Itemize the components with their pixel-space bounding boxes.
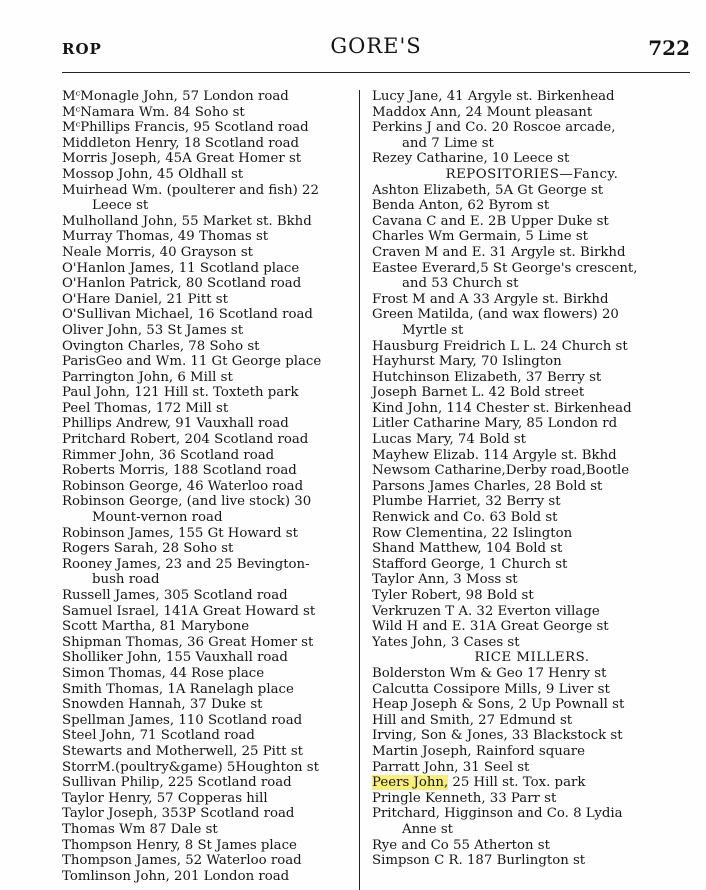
directory-entry: Steel John, 71 Scotland road xyxy=(62,728,255,744)
directory-entry: Heap Joseph & Sons, 2 Up Pownall st xyxy=(372,697,625,713)
highlighted-name: Peers John, xyxy=(372,775,449,791)
directory-entry: Mulholland John, 55 Market st. Bkhd xyxy=(62,213,312,229)
directory-entry: MᶜNamara Wm. 84 Soho st xyxy=(62,104,245,120)
directory-entry: Wild H and E. 31A Great George st xyxy=(372,619,609,635)
page-title: GORE'S xyxy=(330,34,422,58)
entry-continuation: and 53 Church st xyxy=(402,276,519,292)
directory-entry: Hutchinson Elizabeth, 37 Berry st xyxy=(372,369,602,385)
directory-entry: Muirhead Wm. (poulterer and fish) 22 xyxy=(62,182,319,198)
directory-entry: Eastee Everard,5 St George's crescent, xyxy=(372,260,638,276)
directory-entry: Stafford George, 1 Church st xyxy=(372,556,568,572)
directory-entry: Hayhurst Mary, 70 Islington xyxy=(372,354,562,370)
header-rule xyxy=(62,72,690,73)
directory-entry: Sullivan Philip, 225 Scotland road xyxy=(62,775,292,791)
directory-entry: Parsons James Charles, 28 Bold st xyxy=(372,478,603,494)
directory-entry: Robinson George, (and live stock) 30 xyxy=(62,494,312,510)
directory-entry: Spellman James, 110 Scotland road xyxy=(62,712,303,728)
directory-entry: Rye and Co 55 Atherton st xyxy=(372,837,550,853)
directory-entry: Newsom Catharine,Derby road,Bootle xyxy=(372,463,630,479)
entry-continuation: Mount-vernon road xyxy=(92,510,223,526)
directory-entry: Cavana C and E. 2B Upper Duke st xyxy=(372,213,609,229)
directory-entry: Smith Thomas, 1A Ranelagh place xyxy=(62,681,294,697)
directory-entry: Shand Matthew, 104 Bold st xyxy=(372,541,563,557)
directory-entry: Maddox Ann, 24 Mount pleasant xyxy=(372,104,593,120)
directory-entry: Frost M and A 33 Argyle st. Birkhd xyxy=(372,291,609,307)
directory-entry: O'Hanlon James, 11 Scotland place xyxy=(62,260,300,276)
directory-entry: Martin Joseph, Rainford square xyxy=(372,743,585,759)
directory-entry: Taylor Joseph, 353P Scotland road xyxy=(62,806,295,822)
directory-entry: Stewarts and Motherwell, 25 Pitt st xyxy=(62,743,303,759)
directory-entry: Scott Martha, 81 Marybone xyxy=(62,619,250,635)
entry-continuation: and 7 Lime st xyxy=(402,135,494,151)
directory-entry: O'Hare Daniel, 21 Pitt st xyxy=(62,291,228,307)
directory-entry: Taylor Ann, 3 Moss st xyxy=(372,572,518,588)
directory-entry xyxy=(372,775,692,791)
directory-entry: Benda Anton, 62 Byrom st xyxy=(372,198,550,214)
running-head-left: ROP xyxy=(62,40,102,58)
directory-entry: MᶜPhillips Francis, 95 Scotland road xyxy=(62,120,309,136)
directory-entry: Tyler Robert, 98 Bold st xyxy=(372,588,534,603)
directory-entry: Craven M and E. 31 Argyle st. Birkhd xyxy=(372,244,626,260)
left-column xyxy=(62,89,354,884)
entry-address: 25 Hill st. Tox. park xyxy=(448,775,586,791)
directory-entry: Samuel Israel, 141A Great Howard st xyxy=(62,603,316,619)
directory-entry: Snowden Hannah, 37 Duke st xyxy=(62,697,263,713)
directory-entry: Middleton Henry, 18 Scotland road xyxy=(62,135,300,151)
page-header xyxy=(62,34,690,64)
directory-entry: Lucas Mary, 74 Bold st xyxy=(372,432,526,448)
directory-entry: ParisGeo and Wm. 11 Gt George place xyxy=(62,354,322,370)
directory-entry: Hill and Smith, 27 Edmund st xyxy=(372,712,573,728)
directory-entry: MᶜMonagle John, 57 London road xyxy=(62,89,289,104)
entry-continuation: Myrtle st xyxy=(402,322,464,338)
directory-entry: Rezey Catharine, 10 Leece st xyxy=(372,151,570,167)
directory-entry: Ovington Charles, 78 Soho st xyxy=(62,338,260,354)
directory-entry: Taylor Henry, 57 Copperas hill xyxy=(62,790,268,806)
right-column xyxy=(372,89,692,869)
directory-entry: Rogers Sarah, 28 Soho st xyxy=(62,541,234,557)
directory-entry: Row Clementina, 22 Islington xyxy=(372,525,573,541)
directory-entry: Plumbe Harriet, 32 Berry st xyxy=(372,494,561,510)
directory-entry: Yates John, 3 Cases st xyxy=(372,634,520,650)
directory-entry: Neale Morris, 40 Grayson st xyxy=(62,244,253,260)
section-heading: RICE MILLERS. xyxy=(474,650,590,666)
directory-entry: Mossop John, 45 Oldhall st xyxy=(62,166,244,182)
directory-entry: StorrM.(poultry&game) 5Houghton st xyxy=(62,759,319,775)
directory-entry: Thompson Henry, 8 St James place xyxy=(62,837,297,853)
directory-entry: Irving, Son & Jones, 33 Blackstock st xyxy=(372,728,623,744)
directory-entry: Mayhew Elizab. 114 Argyle st. Bkhd xyxy=(372,447,617,463)
page-number: 722 xyxy=(648,36,690,60)
directory-entry: Sholliker John, 155 Vauxhall road xyxy=(62,650,288,666)
directory-entry: Litler Catharine Mary, 85 London rd xyxy=(372,416,618,432)
directory-entry: Pringle Kenneth, 33 Parr st xyxy=(372,790,557,806)
directory-entry: Roberts Morris, 188 Scotland road xyxy=(62,463,297,479)
directory-entry: Oliver John, 53 St James st xyxy=(62,322,244,338)
directory-entry: Renwick and Co. 63 Bold st xyxy=(372,510,558,526)
directory-entry: Thomas Wm 87 Dale st xyxy=(62,821,218,837)
directory-entry: Shipman Thomas, 36 Great Homer st xyxy=(62,634,314,650)
directory-entry: Thompson James, 52 Waterloo road xyxy=(62,853,302,869)
directory-entry: O'Hanlon Patrick, 80 Scotland road xyxy=(62,276,302,292)
directory-entry: Simon Thomas, 44 Rose place xyxy=(62,665,265,681)
entry-continuation: Leece st xyxy=(92,198,149,214)
directory-entry: Ashton Elizabeth, 5A Gt George st xyxy=(372,182,604,198)
directory-entry: O'Sullivan Michael, 16 Scotland road xyxy=(62,307,313,323)
directory-entry: Rimmer John, 36 Scotland road xyxy=(62,447,275,463)
directory-entry: Perkins J and Co. 20 Roscoe arcade, xyxy=(372,120,616,136)
directory-entry: Hausburg Freidrich L L. 24 Church st xyxy=(372,338,628,354)
directory-entry: Murray Thomas, 49 Thomas st xyxy=(62,229,269,245)
directory-entry: Green Matilda, (and wax flowers) 20 xyxy=(372,307,619,323)
directory-entry: Paul John, 121 Hill st. Toxteth park xyxy=(62,385,299,401)
directory-entry: Pritchard, Higginson and Co. 8 Lydia xyxy=(372,806,623,822)
directory-entry: Tomlinson John, 201 London road xyxy=(62,868,290,884)
directory-entry: Robinson James, 155 Gt Howard st xyxy=(62,525,298,541)
directory-entry: Russell James, 305 Scotland road xyxy=(62,588,288,603)
directory-entry: Pritchard Robert, 204 Scotland road xyxy=(62,432,309,448)
column-divider xyxy=(359,90,360,890)
directory-entry: Joseph Barnet L. 42 Bold street xyxy=(372,385,585,401)
directory-entry: Peel Thomas, 172 Mill st xyxy=(62,400,229,416)
directory-entry: Verkruzen T A. 32 Everton village xyxy=(372,603,600,619)
directory-entry: Rooney James, 23 and 25 Bevington- xyxy=(62,556,310,572)
directory-entry: Parratt John, 31 Seel st xyxy=(372,759,530,775)
directory-entry: Phillips Andrew, 91 Vauxhall road xyxy=(62,416,289,432)
directory-entry: Lucy Jane, 41 Argyle st. Birkenhead xyxy=(372,89,615,104)
entry-continuation: Anne st xyxy=(402,821,453,837)
directory-entry: Calcutta Cossipore Mills, 9 Liver st xyxy=(372,681,610,697)
section-heading: REPOSITORIES—Fancy. xyxy=(445,166,619,182)
directory-entry: Robinson George, 46 Waterloo road xyxy=(62,478,304,494)
entry-continuation: bush road xyxy=(92,572,160,588)
directory-entry: Charles Wm Germain, 5 Lime st xyxy=(372,229,588,245)
directory-entry: Morris Joseph, 45A Great Homer st xyxy=(62,151,302,167)
directory-entry: Bolderston Wm & Geo 17 Henry st xyxy=(372,665,607,681)
directory-entry: Kind John, 114 Chester st. Birkenhead xyxy=(372,400,632,416)
directory-entry: Simpson C R. 187 Burlington st xyxy=(372,853,586,869)
directory-entry: Parrington John, 6 Mill st xyxy=(62,369,233,385)
